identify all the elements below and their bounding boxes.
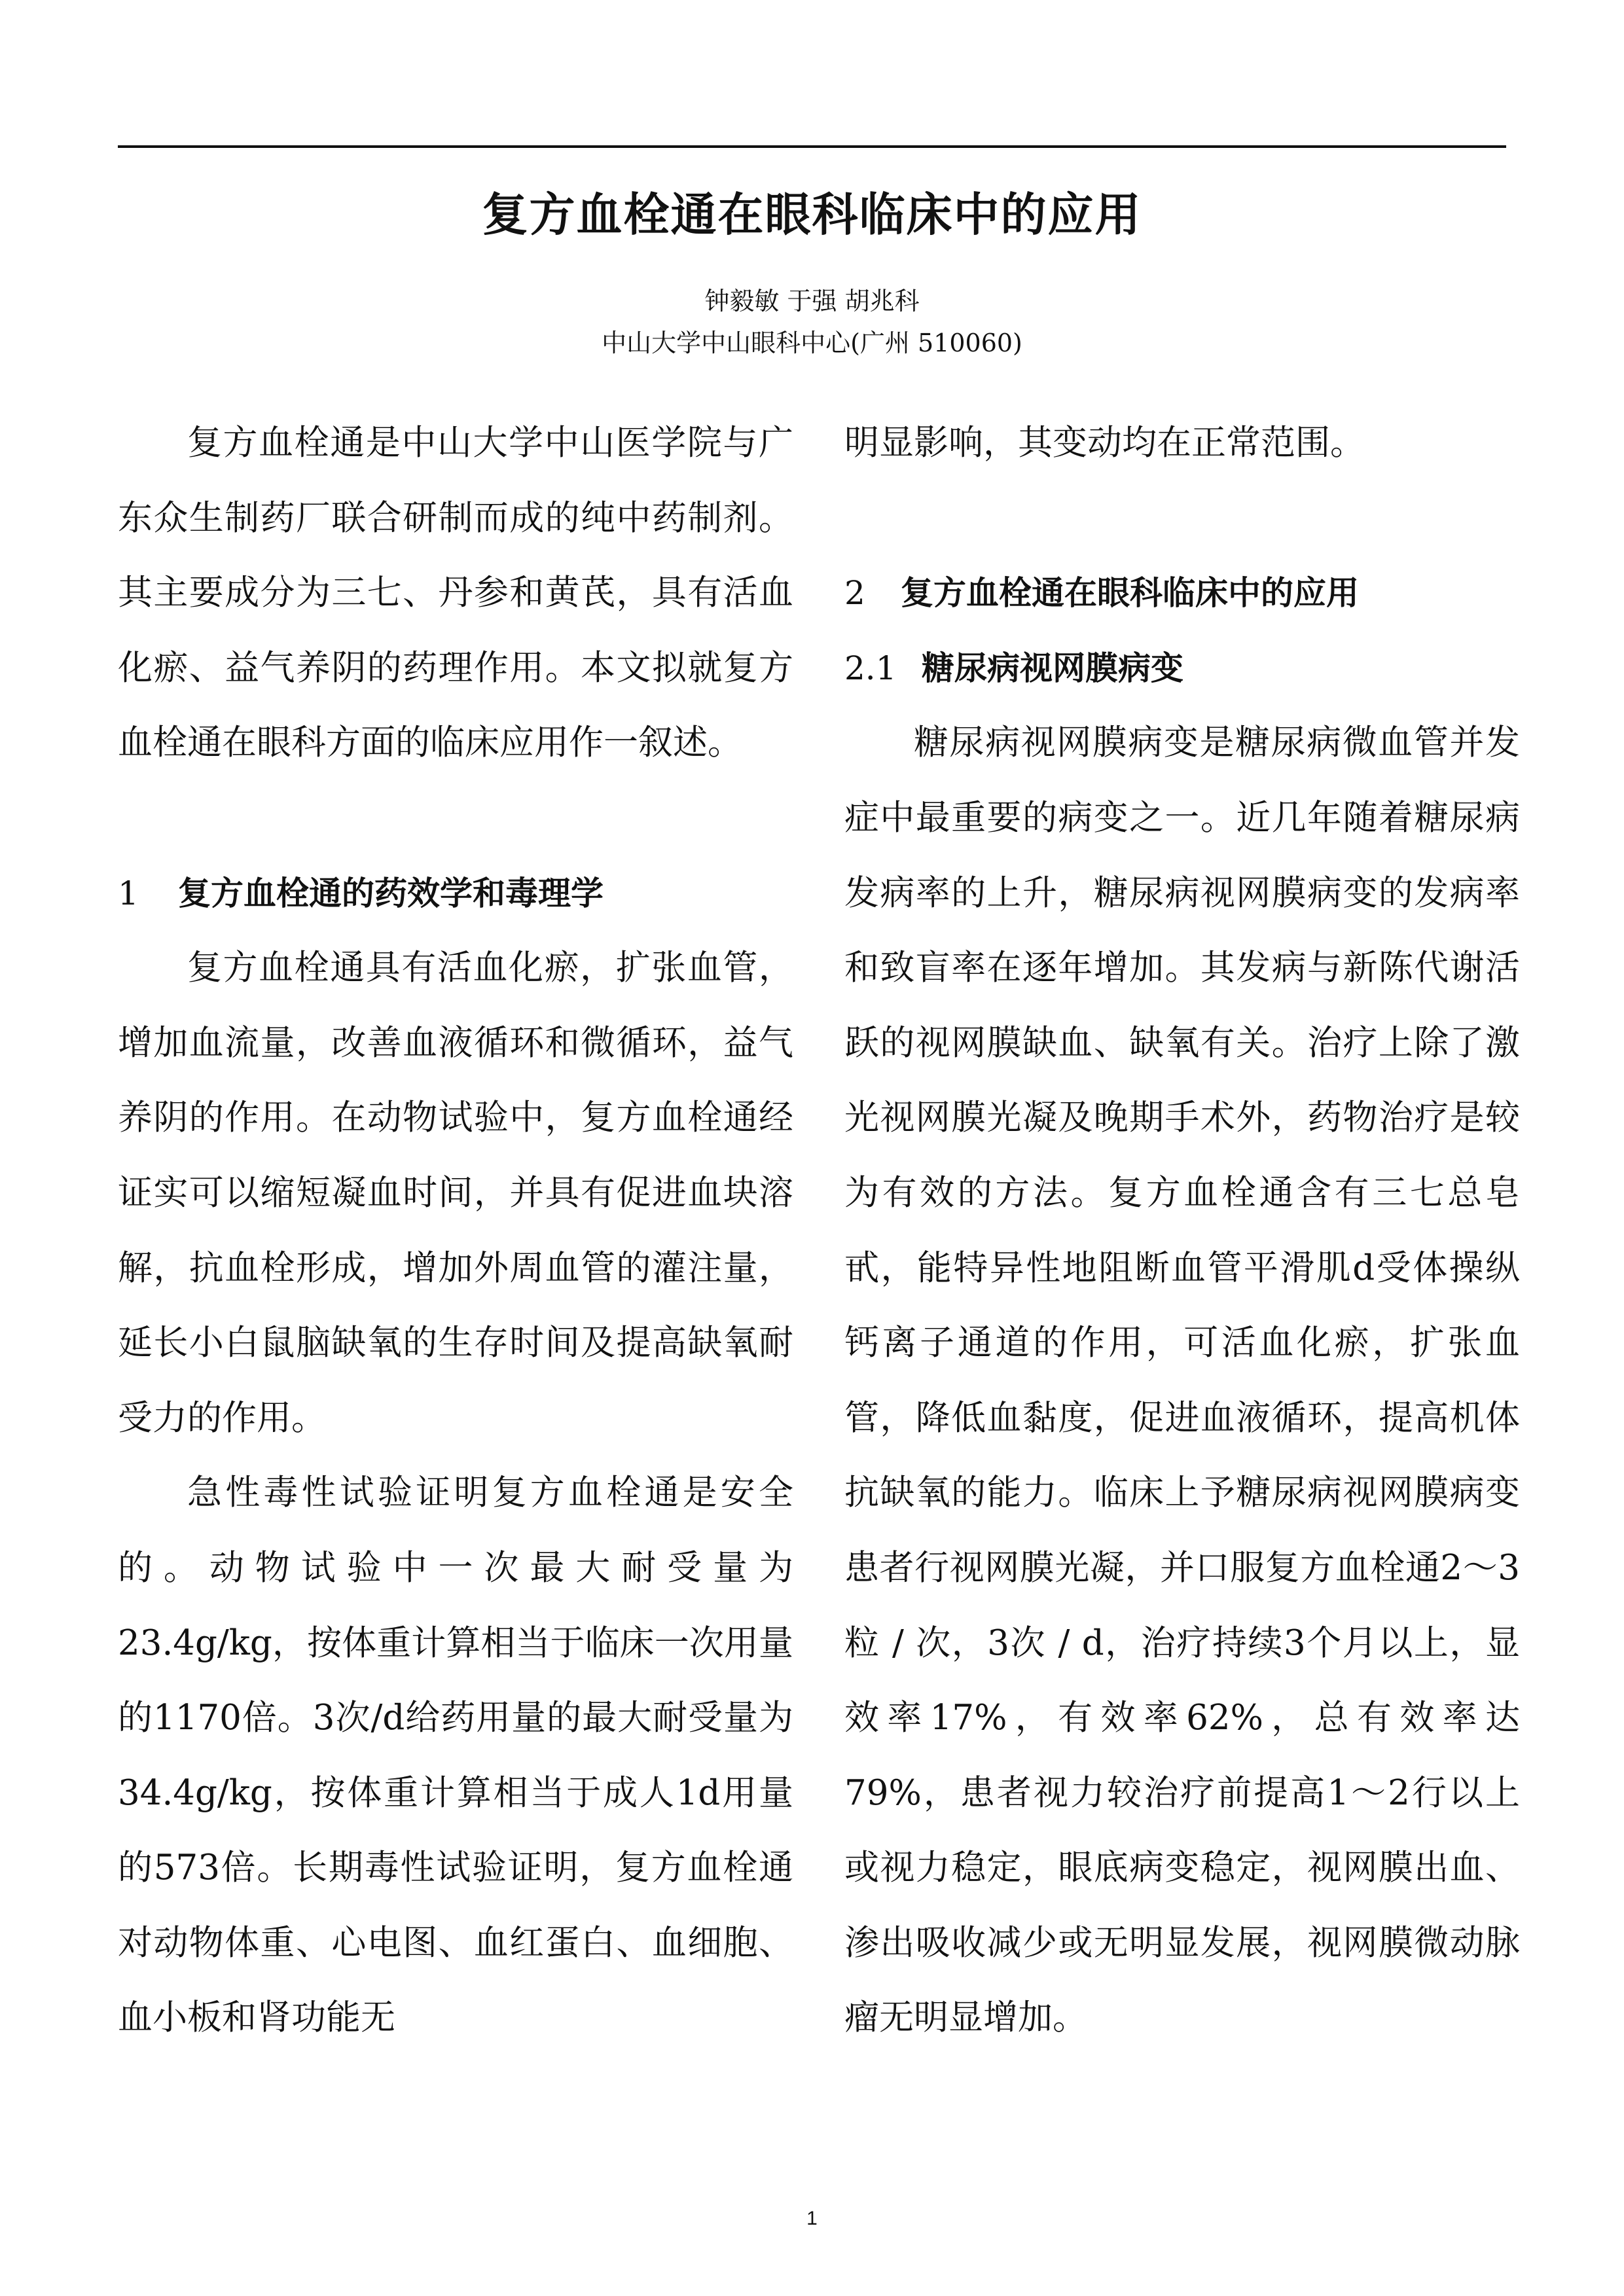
section-1-heading xyxy=(118,856,793,931)
page-number: 1 xyxy=(806,2208,818,2229)
section-spacer xyxy=(844,481,1520,556)
section-1-title: 复方血栓通的药效学和毒理学 xyxy=(178,874,604,912)
section-2-title: 复方血栓通在眼科临床中的应用 xyxy=(901,574,1359,613)
section-2-1-title: 糖尿病视网膜病变 xyxy=(922,649,1183,687)
section-1-paragraph-1: 复方血栓通具有活血化瘀，扩张血管，增加血流量，改善血液循环和微循环，益气养阴的作用。在动物试验中，复方血栓通经证实可以缩短凝血时间，并具有促进血块溶解，抗血栓形成，增加外周血管的灌注量，延长小白鼠脑缺氧的生存时间及提高缺氧耐受力的作用。 xyxy=(118,948,793,1438)
author-list: 钟毅敏 于强 胡兆科 xyxy=(704,287,920,315)
continued-paragraph: 明显影响，其变动均在正常范围。 xyxy=(844,423,1365,463)
right-column xyxy=(844,406,1520,2056)
intro-paragraph: 复方血栓通是中山大学中山医学院与广东众生制药厂联合研制而成的纯中药制剂。其主要成分为三七、丹参和黄芪，具有活血化瘀、益气养阴的药理作用。本文拟就复方血栓通在眼科方面的临床应用作一叙述。 xyxy=(118,423,793,763)
header-rule xyxy=(118,145,1506,148)
section-spacer xyxy=(118,781,793,856)
section-2-1-paragraph: 糖尿病视网膜病变是糖尿病微血管并发症中最重要的病变之一。近几年随着糖尿病发病率的上升，糖尿病视网膜病变的发病率和致盲率在逐年增加。其发病与新陈代谢活跃的视网膜缺血、缺氧有关。治疗上除了激光视网膜光凝及晚期手术外，药物治疗是较为有效的方法。复方血栓通含有三七总皂甙，能特异性地阻断血管平滑肌d受体操纵钙离子通道的作用，可活血化瘀，扩张血管，降低血黏度，促进血液循环，提高机体抗缺氧的能力。临床上予糖尿病视网膜病变患者行视网膜光凝，并口服复方血栓通2～3粒 / 次，3次 / d，治疗持续3个月以上，显效率17%，有效率62%，总有效率达79%，患者视力较治疗前提高1～2行以上或视力稳定，眼底病变稳定，视网膜出血、渗出吸收减少或无明显发展，视网膜微动脉瘤无明显增加。 xyxy=(844,723,1520,2038)
left-column xyxy=(118,406,793,2056)
section-1-paragraph-2: 急性毒性试验证明复方血栓通是安全的。动物试验中一次最大耐受量为23.4g/kg，按体重计算相当于临床一次用量的1170倍。3次/d给药用量的最大耐受量为34.4g/kg，按体重计算相当于成人1d用量的573倍。长期毒性试验证明，复方血栓通对动物体重、心电图、血红蛋白、血细胞、血小板和肾功能无 xyxy=(118,1473,793,2038)
section-2-1-number: 2.1 xyxy=(844,649,897,687)
author-affiliation: 中山大学中山眼科中心(广州 510060) xyxy=(602,329,1022,357)
section-2-heading xyxy=(844,556,1520,631)
section-1-number: 1 xyxy=(118,874,139,912)
section-2-number: 2 xyxy=(844,574,865,613)
section-2-1-heading xyxy=(844,631,1520,706)
article-title: 复方血栓通在眼科临床中的应用 xyxy=(482,188,1142,242)
